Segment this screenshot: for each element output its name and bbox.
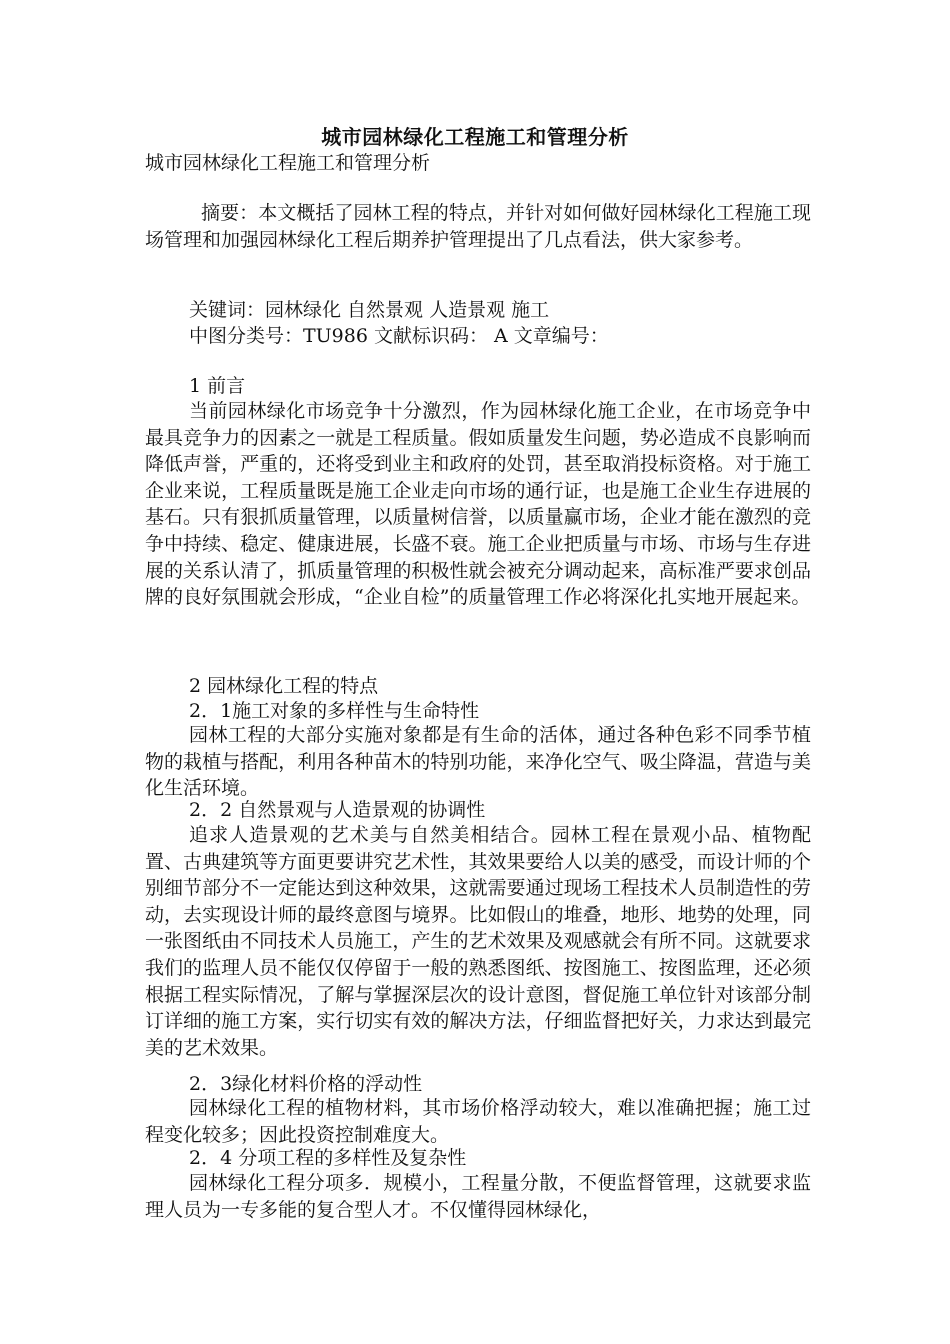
subsection-heading-2-3: 2．3绿化材料价格的浮动性 — [189, 1073, 423, 1095]
subsection-heading-2-4: 2．4 分项工程的多样性及复杂性 — [189, 1147, 467, 1169]
subsection-paragraph-2-4: 园林绿化工程分项多．规模小，工程量分散，不便监督管理，这就要求监理人员为一专多能的复合型人才。不仅懂得园林绿化， — [145, 1172, 811, 1221]
subsection-heading-2-2: 2．2 自然景观与人造景观的协调性 — [189, 799, 486, 821]
introduction-paragraph: 当前园林绿化市场竞争十分激烈，作为园林绿化施工企业，在市场竞争中最具竞争力的因素之一就是工程质量。假如质量发生问题，势必造成不良影响而降低声誉，严重的，还将受到业主和政府的处罚，甚至取消投标资格。对于施工企业来说，工程质量既是施工企业走向市场的通行证，也是施工企业生存进展的基石。只有狠抓质量管理，以质量树信誉，以质量赢市场，企业才能在激烈的竞争中持续、稳定、健康进展，长盛不衰。施工企业把质量与市场、市场与生存进展的关系认清了，抓质量管理的积极性就会被充分调动起来，高标准严要求创品牌的良好氛围就会形成，“企业自检”的质量管理工作必将深化扎实地开展起来。 — [145, 400, 811, 609]
document-subtitle: 城市园林绿化工程施工和管理分析 — [145, 152, 431, 174]
section-heading-characteristics: 2 园林绿化工程的特点 — [189, 675, 379, 697]
classification-line: 中图分类号：TU986 文献标识码： A 文章编号： — [189, 325, 609, 347]
subsection-heading-2-1: 2．1施工对象的多样性与生命特性 — [189, 700, 480, 722]
abstract-paragraph: 摘要：本文概括了园林工程的特点，并针对如何做好园林绿化工程施工现场管理和加强园林绿化工程后期养护管理提出了几点看法，供大家参考。 — [145, 202, 811, 251]
document-title: 城市园林绿化工程施工和管理分析 — [321, 125, 629, 149]
subsection-paragraph-2-2: 追求人造景观的艺术美与自然美相结合。园林工程在景观小品、植物配置、古典建筑等方面更要讲究艺术性，其效果要给人以美的感受，而设计师的个别细节部分不一定能达到这种效果，这就需要通过现场工程技术人员制造性的劳动，去实现设计师的最终意图与境界。比如假山的堆叠，地形、地势的处理，同一张图纸由不同技术人员施工，产生的艺术效果及观感就会有所不同。这就要求我们的监理人员不能仅仅停留于一般的熟悉图纸、按图施工、按图监理，还必须根据工程实际情况，了解与掌握深层次的设计意图，督促施工单位针对该部分制订详细的施工方案，实行切实有效的解决方法，仔细监督把好关，力求达到最完美的艺术效果。 — [145, 824, 811, 1059]
keywords-line: 关键词：园林绿化 自然景观 人造景观 施工 — [189, 299, 550, 321]
section-heading-introduction: 1 前言 — [189, 375, 246, 397]
subsection-paragraph-2-1: 园林工程的大部分实施对象都是有生命的活体，通过各种色彩不同季节植物的栽植与搭配，利用各种苗木的特别功能，来净化空气、吸尘降温，营造与美化生活环境。 — [145, 724, 811, 800]
subsection-paragraph-2-3: 园林绿化工程的植物材料，其市场价格浮动较大，难以准确把握；施工过程变化较多；因此投资控制难度大。 — [145, 1097, 811, 1146]
